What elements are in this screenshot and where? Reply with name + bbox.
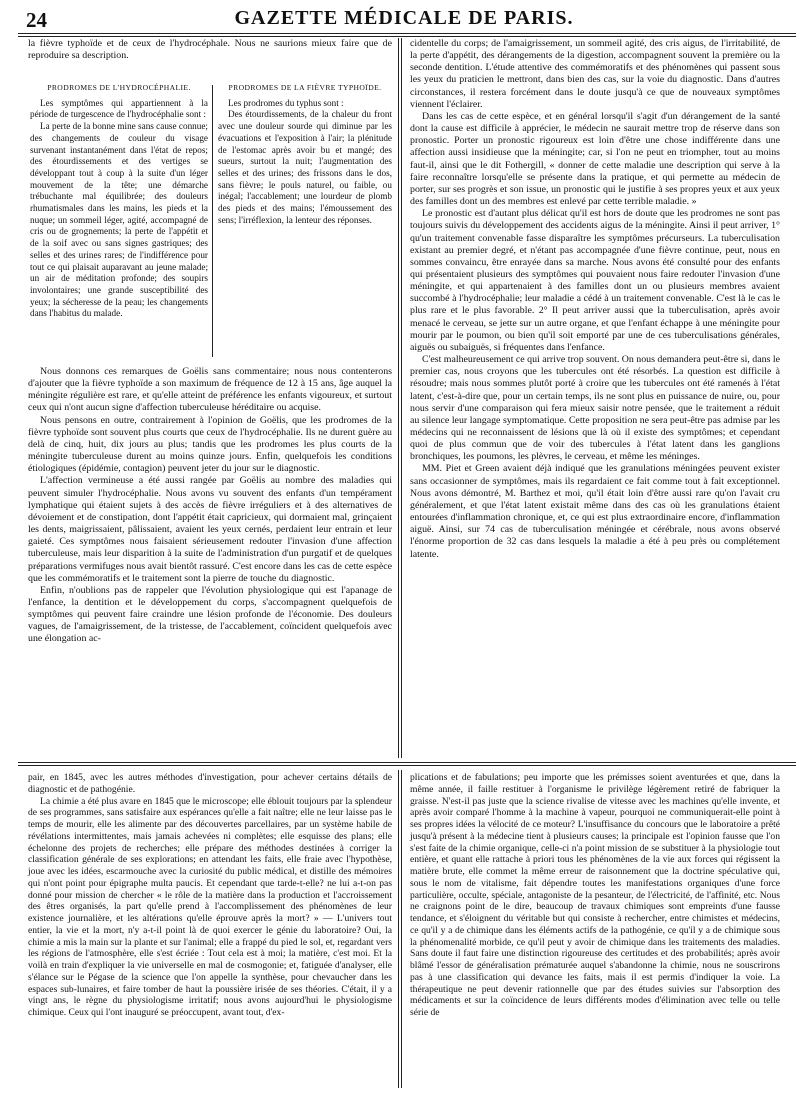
- paragraph: Nous donnons ces remarques de Goëlis sans commentaire; nous nous contenterons d'ajouter que la fièvre typhoïde a son maximum de fréquence de 12 à 15 ans, âge auquel la méningite régulière est rare, et qu'elle atteint de préférence les enfants vigoureux, et surtout ceux qui n'ont aucun signe d'affection tuberculeuse héréditaire ou acquise.: [28, 366, 392, 414]
- paragraph: C'est malheureusement ce qui arrive trop souvent. On nous demandera peut-être si, dans le premier cas, nous croyons que les tubercules ont été résorbés. La question est difficile à résoudre; mais nous sommes plutôt porté à croire que les tubercules ont été ramenés à l'état latent, c'est-à-dire que, pour un certain temps, ils ne sont plus en puissance de nuire, ou, pour nous servir d'une comparaison qui fera mieux saisir notre pensée, que le traitement a réduit au silence leur langage symptomatique. Cette proposition ne sera peut-être pas admise par les médecins qui ne reconnaissent de lésions que là où il existe des symptômes; et cependant quoi de plus commun que de voir des tubercules à l'état latent dans les ganglions bronchiques, les poumons, les plèvres, le cerveau, et même les méninges.: [410, 354, 780, 463]
- page-header: [14, 4, 794, 32]
- feuilleton-column-divider: [398, 770, 399, 1088]
- paragraph: la fièvre typhoïde et de ceux de l'hydrocéphale. Nous ne saurions mieux faire que de reproduire sa description.: [28, 38, 392, 62]
- paragraph: MM. Piet et Green avaient déjà indiqué que les granulations méningées peuvent exister sans occasionner de symptômes, mais ils regardaient ce fait comme tout à fait exceptionnel. Nous avons démontré, M. Barthez et moi, qu'il était loin d'être aussi rare qu'on l'avait cru généralement, et que l'état latent existait même dans des cas où les granulations étaient entourées d'inflammation chronique, et, ce qui est plus extraordinaire encore, d'inflammation aiguë. Ainsi, sur 74 cas de tuberculisation méningée et cérébrale, nous avons observé l'énorme proportion de 32 cas dans lesquels la maladie a été à peu près ou complétement latente.: [410, 463, 780, 560]
- right-column: [410, 38, 780, 561]
- left-column-body: [28, 366, 392, 646]
- paragraph: Le pronostic est d'autant plus délicat qu'il est hors de doute que les prodromes ne sont pas toujours suivis du développement des accidents aigus de la méningite. Ainsi il peut arriver, 1° qu'un traitement convenable fasse disparaître les symptômes précurseurs. La tuberculisation existant au premier degré, et n'étant pas accompagnée d'une fièvre continue, peut, nous en sommes convaincu, être enrayée dans sa marche. Nous avons été consulté pour des enfants qui présentaient plusieurs des symptômes qui pouvaient nous faire redouter l'invasion d'une méningite, et qui appartenaient à des familles dont un ou plusieurs membres avaient succombé à l'hydrocéphalie; leur maladie a cédé à un traitement convenable. C'est là le cas le plus rare et le plus favorable. 2° Il peut arriver aussi que la tuberculisation, après avoir menacé le cerveau, se jette sur un autre organe, et que l'enfant échappe à une méningite pour mourir par le poumon, ou bien qu'il soit emporté par une de ces tuberculisations générales, aiguës ou subaiguës, si fréquentes dans l'enfance.: [410, 208, 780, 353]
- feuilleton-left-column: [28, 772, 392, 1019]
- paragraph: Dans les cas de cette espèce, et en général lorsqu'il s'agit d'un dérangement de la santé dont la cause est difficile à apprécier, le médecin ne saurait mettre trop de réserve dans son pronostic. Porter un pronostic rigoureux est loin d'être une chose indifférente dans une affection aussi insidieuse que la méningite; car, si l'on ne peut en triompher, tout au moins faut-il, ainsi que le dit Fothergill, « donner de cette maladie une description qui serve à la faire reconnaître lorsqu'elle se présente dans la pratique, et qui permette au médecin de porter, sur ses progrès et son issue, un pronostic qui le justifie à ses propres yeux et aux yeux des familles dont un des membres est enlevé par cette terrible maladie. »: [410, 110, 780, 208]
- subcolumn-divider: [212, 85, 213, 357]
- paragraph: pair, en 1845, avec les autres méthodes d'investigation, pour achever certains détails de diagnostic et de pathogénie.: [28, 772, 392, 795]
- paragraph: plications et de fabulations; peu importe que les prémisses soient aventurées et que, dans la même année, il faille restituer à l'organisme le privilège légèrement retiré de fabriquer la graisse. N'est-il pas juste que la science rivalise de vitesse avec les machines qu'elle invente, et après avoir comparé l'homme à la machine à vapeur, pourquoi ne communiquerait-elle point à ses propres idées la vélocité de ce moteur? L'insuffisance du concours que le laboratoire a prêté jusqu'à présent à la médecine tient à plusieurs causes; la principale est l'opinion fausse que l'on s'est faite de la chimie organique, celle-ci n'a point mission de se substituer à la physiologie tout entière, et quant elle rattache à priori tous les phénomènes de la vie aux forces qui régissent la matière brute, elle commet la même erreur de raisonnement que la doctrine spéculative qui, sous le nom de vitalisme, fait dépendre toutes les manifestations organiques d'une force particulière, occulte, spéciale, antagoniste de la pesanteur, de l'électricité, de l'affinité, etc. Nous ne craignons point de le dire, beaucoup de travaux chimiques sont empreints d'une fausse tendance, et s'éloignent du véritable but qui consiste à rechercher, entre chimistes et médecins, ce qu'il y a de chimique dans les éléments actifs de la pathogénie, ce qu'il y a de chimique sous la phénomenalité morbide, ce qu'il peut y avoir de chimique dans les traitements des maladies. Sans doute il faut faire une distinction rigoureuse des certitudes et des probabilités; après avoir blâmé l'essor de généralisation prématurée auquel s'abandonne la chimie, nous ne souscrirons pas à une classification qui devance les faits, mais il est permis d'indiquer la voie. La thérapeutique ne peut devenir rationnelle que par des études suivies sur l'absorption des médicaments et sur la coïncidence de leurs différents modes d'élimination avec telle ou telle série de: [410, 772, 780, 1018]
- paragraph: Les prodromes du typhus sont :: [228, 97, 344, 108]
- feuilleton-column-divider-thin: [401, 770, 402, 1088]
- paragraph: Nous pensons en outre, contrairement à l'opinion de Goëlis, que les prodromes de la fièvre typhoïde sont souvent plus courts que ceux de l'hydrocéphalie. Ils ne durent guère au delà de cinq, huit, dix jours au plus; tandis que les prodromes les plus courts de la méningite tuberculeuse durent au moins quinze jours. Enfin, quelquefois les conditions étiologiques (épidémie, contagion) peuvent jeter du jour sur le diagnostic.: [28, 414, 392, 475]
- column-divider-thin: [401, 38, 402, 758]
- feuilleton-right-column: [410, 772, 780, 1019]
- feuilleton-rule-thin: [18, 765, 796, 766]
- paragraph: cidentelle du corps; de l'amaigrissement, un sommeil agité, des cris aigus, de l'irritabilité, de la perte d'appétit, des dérangements de la digestion, accompagnent souvent la première ou la seconde dentition. L'étude attentive des commémoratifs et des phénomènes qui passent sous les yeux du praticien le mettront, dans bien des cas, sur la voie du diagnostic. Dans d'autres circonstances, il restera forcément dans le doute jusqu'à ce que de nouveaux symptômes viennent l'éclairer.: [410, 38, 780, 110]
- page-title: GAZETTE MÉDICALE DE PARIS.: [234, 7, 574, 29]
- subsection-heading: PRODROMES DE LA FIÈVRE TYPHOÏDE.: [228, 83, 382, 92]
- paragraph: La chimie a été plus avare en 1845 que le microscope; elle éblouit toujours par la splendeur de ses programmes, sans satisfaire aux espérances qu'elle a fait naître; elle ne leur laisse pas le temps de mourir, elle les alimente par des découvertes parcellaires, par un système habile de révélations intermittentes, mais jamais achevées ni complètes; elle esquisse des plans; elle échelonne des projets de recherches; elle prépare des méthodes destinées à corriger la classification générale de ses explorations; en attendant les faits, elle fraie avec l'hypothèse, joue avec les idées, escarmouche avec la curiosité du public médical, et distille des mémoires qui n'ont point pour épigraphe multa paucis. Et cependant que tarde-t-elle? ne lui a-t-on pas donné pour mission de chercher « le rôle de la matière dans la production et l'accroissement des êtres organisés, la part qu'elle prend à l'accomplissement des phénomènes de leur existence journalière, et les altérations qu'elle éprouve après la mort? » — L'univers tout entier, la vie et la mort, n'y a-t-il point là de quoi exercer le génie du laboratoire? Oui, la chimie a mis la main sur la plante et sur l'animal; elle a frappé du pied le sol, et, regardant vers les régions de l'atmosphère, elle s'est écriée : Tout cela est à moi; la matière, c'est moi. Et la voilà en train d'expliquer la vie universelle en mal de cosmogonie; et, fatiguée d'analyser, elle s'élance sur le Pégase de la science que l'on appelle la synthèse, pour chevaucher dans les espaces sub-lunaires, et faire tomber de haut la poussière irisée de ses théories. C'était, il y a vingt ans, le règne du physiologisme irritatif; nous avons aujourd'hui le physiologisme chimique. Ceux qui l'ont inauguré se préoccupent, avant tout, d'ex-: [28, 795, 392, 1018]
- prodromes-hydrocephalie: [30, 82, 208, 320]
- page-number: 24: [26, 8, 47, 32]
- paragraph: La perte de la bonne mine sans cause connue; des changements de couleur du visage survenant instantanément dans l'état de repos; des étourdissements et des vertiges se développant tout à coup à la suite d'un léger mouvement de la tête; une démarche trébuchante mal équilibrée; des douleurs rhumatismales dans les mains, les pieds et la nuque; un sommeil léger, agité, accompagné de cris ou de grognements; la perte de l'appétit et de la soif avec ou sans signes gastriques; des selles et des urines rares; de l'indifférence pour tout ce qui plaisait auparavant au jeune malade; un air de méditation profonde; des soupirs involontaires; une grande susceptibilité des yeux; la sécheresse de la peau; les changements dans l'habitus du malade.: [30, 121, 208, 319]
- column-divider: [398, 38, 399, 758]
- prodromes-fievre-typhoide: [218, 82, 392, 226]
- paragraph: Enfin, n'oublions pas de rappeler que l'évolution physiologique qui est l'apanage de l'enfance, la dentition et le développement du corps, s'accompagnent quelquefois de symptômes qui peuvent faire craindre une lésion profonde de l'économie. Des douleurs vagues, de l'amaigrissement, de la tristesse, de l'accablement, coïncident quelquefois avec une élongation ac-: [28, 584, 392, 645]
- subsection-heading: PRODROMES DE L'HYDROCÉPHALIE.: [47, 83, 191, 92]
- paragraph: Les symptômes qui appartiennent à la période de turgescence de l'hydrocéphalie sont :: [30, 97, 208, 120]
- header-rule: [18, 33, 796, 34]
- paragraph: Des étourdissements, de la chaleur du front avec une douleur sourde qui diminue par les évacuations et l'exposition à l'air; la plénitude de l'estomac après avoir bu et mangé; des sueurs, surtout la nuit; l'augmentation des selles et des urines; des frissons dans le dos, sans fièvre; le pouls naturel, ou faible, ou inégal; l'accablement; une lourdeur de plomb des pieds et des mains; l'émoussement des sens; l'irréflexion, la lenteur des réponses.: [218, 109, 392, 225]
- left-column-intro: [28, 38, 392, 62]
- paragraph: L'affection vermineuse a été aussi rangée par Goëlis au nombre des maladies qui peuvent simuler l'hydrocéphalie. Nous avons vu souvent des enfants d'un tempérament lymphatique qui étaient sujets à des accès de fièvre irréguliers et à des alternatives de dévoiement et de constipation, dont l'appétit était capricieux, qui dormaient mal, grinçaient les dents, maigrissaient, pâlissaient, avaient les yeux cernés, perdaient leur entrain et leur gaieté. Ces symptômes nous faisaient sérieusement redouter l'invasion d'une affection tuberculeuse, mais leur disparition à la suite de l'administration d'un purgatif et de quelques préparations vermifuges nous avait bientôt rassuré. C'est encore dans les cas de cette espèce que les commémoratifs et le traitement sont la pierre de touche du diagnostic.: [28, 475, 392, 584]
- feuilleton-rule: [18, 762, 796, 763]
- header-rule-thin: [18, 36, 796, 37]
